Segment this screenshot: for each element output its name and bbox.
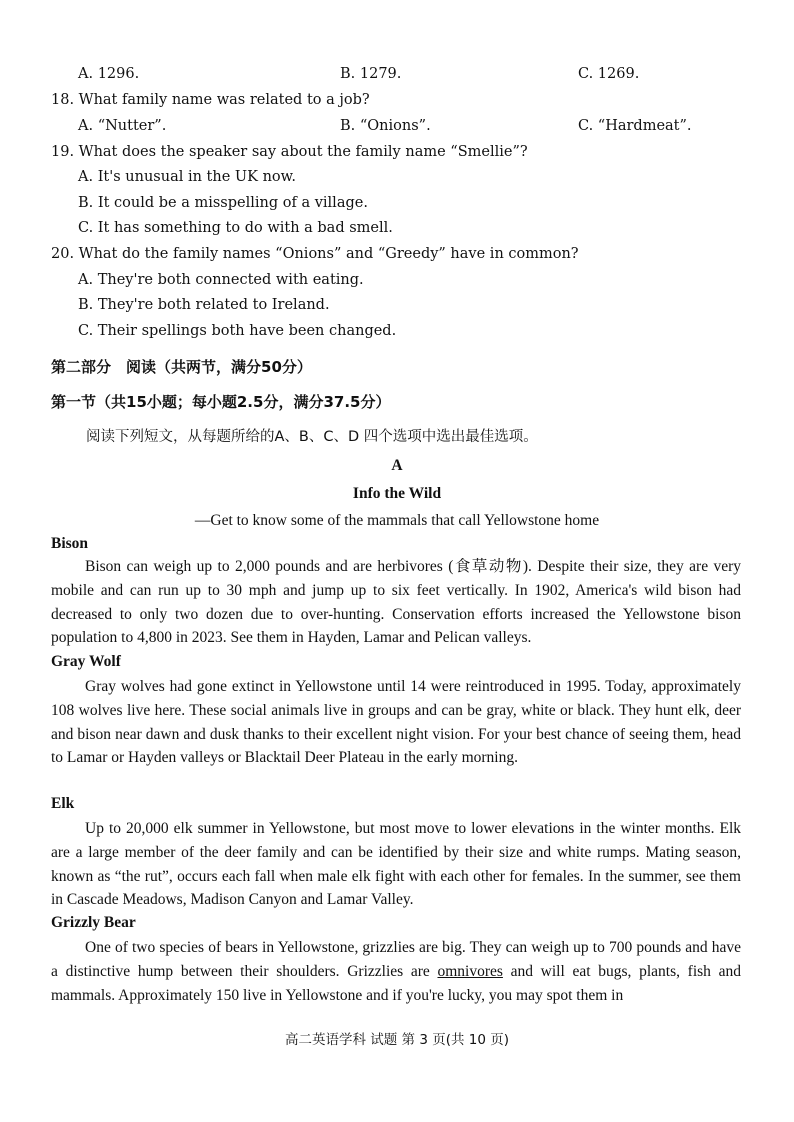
grizzly-bear-paragraph bbox=[51, 936, 741, 1007]
q19-stem: 19. What does the speaker say about the family name “Smellie”? bbox=[51, 144, 528, 160]
q18-option-a: A. “Nutter”. bbox=[78, 118, 167, 134]
q17-option-b: B. 1279. bbox=[340, 66, 402, 82]
gray-wolf-heading: Gray Wolf bbox=[51, 653, 121, 670]
q18-options bbox=[78, 116, 718, 136]
q19-option-c: C. It has something to do with a bad smell. bbox=[78, 220, 393, 236]
grizzly-text-part2: and will eat bugs, plants, fish and mammals. Approximately 150 live in Yellowstone and if you're lucky, you may spot them in bbox=[51, 962, 741, 1004]
passage-letter: A bbox=[391, 457, 403, 474]
q20-option-a: A. They're both connected with eating. bbox=[78, 272, 364, 288]
omnivores-underlined-word: omnivores bbox=[437, 962, 503, 980]
elk-paragraph: Up to 20,000 elk summer in Yellowstone, but most move to lower elevations in the winter months. Elk are a large member of the deer family and can be identified by their size and white rumps. Mating season, known as “the rut”, occurs each fall when male elk fight with each other for females. In the summer, see them in Cascade Meadows, Madison Canyon and Lamar Valley. bbox=[51, 820, 741, 909]
q18-option-b: B. “Onions”. bbox=[340, 118, 431, 134]
elk-heading: Elk bbox=[51, 795, 75, 812]
page-footer: 高二英语学科 试题 第 3 页(共 10 页) bbox=[284, 1032, 510, 1048]
reading-instruction: 阅读下列短文，从每题所给的A、B、C、D 四个选项中选出最佳选项。 bbox=[86, 429, 538, 445]
section1-title: 第一节（共15小题；每小题2.5分，满分37.5分） bbox=[51, 393, 391, 411]
q19-option-a: A. It's unusual in the UK now. bbox=[78, 169, 296, 185]
bison-paragraph: Bison can weigh up to 2,000 pounds and are herbivores (食草动物). Despite their size, they are very mobile and can run up to 30 mph and jump up to six feet vertically. In 1902, America's wild bison had decreased to only two dozen due to over-hunting. Conservation efforts increased the Yellowstone bison population to 4,800 in 2023. See them in Hayden, Lamar and Pelican valleys. bbox=[51, 558, 741, 647]
part2-title: 第二部分 阅读（共两节，满分50分） bbox=[51, 358, 312, 376]
q17-options bbox=[78, 64, 718, 84]
q20-option-c: C. Their spellings both have been changed. bbox=[78, 323, 397, 339]
q20-stem: 20. What do the family names “Onions” and “Greedy” have in common? bbox=[51, 246, 579, 262]
q17-option-c: C. 1269. bbox=[578, 66, 640, 82]
q18-stem: 18. What family name was related to a job? bbox=[51, 92, 370, 108]
q19-option-b: B. It could be a misspelling of a village. bbox=[78, 195, 368, 211]
bison-heading: Bison bbox=[51, 535, 89, 552]
q17-option-a: A. 1296. bbox=[78, 66, 140, 82]
q18-option-c: C. “Hardmeat”. bbox=[578, 118, 692, 134]
gray-wolf-paragraph: Gray wolves had gone extinct in Yellowstone until 14 were reintroduced in 1995. Today, approximately 108 wolves live here. These social animals live in groups and can be gray, white or black. They hunt elk, deer and bison near dawn and dusk thanks to their excellent night vision. For your best chance of seeing them, head to Lamar or Hayden valleys or Blacktail Deer Plateau in the early morning. bbox=[51, 678, 741, 767]
grizzly-text-part1: One of two species of bears in Yellowstone, grizzlies are big. They can weigh up to 700 pounds and have a distinctive hump between their shoulders. Grizzlies are bbox=[51, 939, 741, 980]
passage-subtitle: —Get to know some of the mammals that call Yellowstone home bbox=[194, 512, 600, 529]
grizzly-bear-heading: Grizzly Bear bbox=[51, 914, 136, 931]
q20-option-b: B. They're both related to Ireland. bbox=[78, 297, 330, 313]
passage-title: Info the Wild bbox=[352, 485, 442, 502]
